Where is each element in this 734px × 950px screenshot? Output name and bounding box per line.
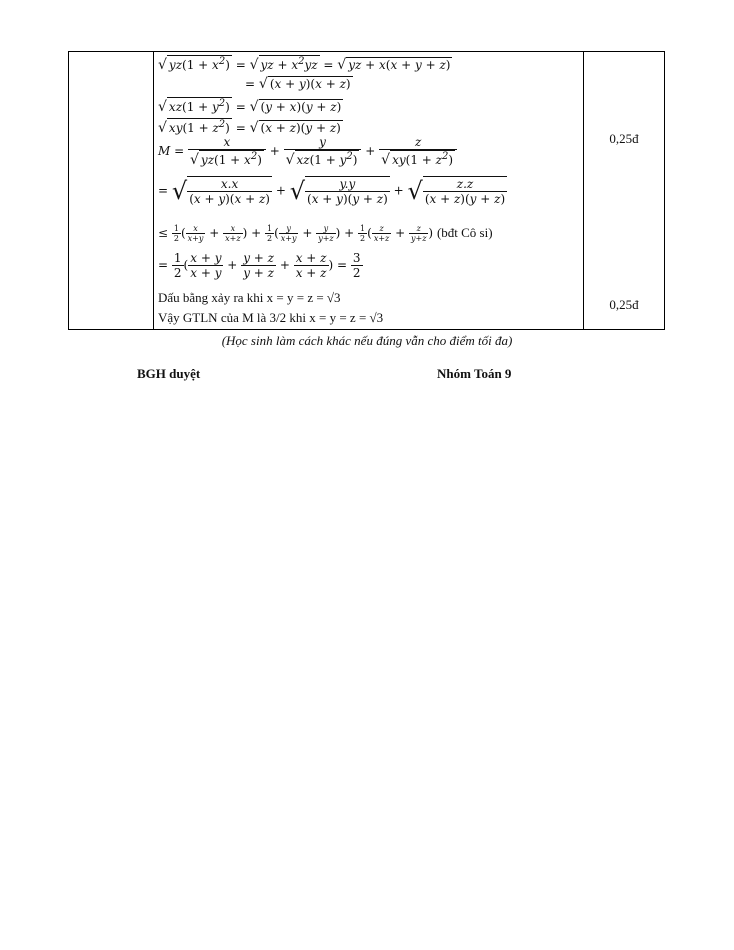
m-root-form: = √ $\frac{x.x}{(x + y)(x + z)}$ + √ $\frac{y.y}{(x + y)(y + z)}$ + √ $\frac{z.z}{(x + z)(y + z)}$	[158, 177, 506, 206]
equation-2: √ $xz(1 + y^2)$ = √ (y + x)(y + z)	[158, 98, 342, 115]
score-column	[583, 51, 665, 330]
question-column	[68, 51, 154, 330]
footnote: (Học sinh làm cách khác nếu đúng vẫn cho điểm tối đa)	[221, 333, 513, 348]
score-first: 0,25đ	[609, 131, 639, 146]
sum-result: = $\frac{1}{2}$ ( $\frac{x + y}{x + y}$ + $\frac{y + z}{y + z}$ + $\frac{x + z}{x + z}$ ) = $\frac{3}{2}$	[158, 251, 361, 280]
equality-condition: Dấu bằng xảy ra khi x = y = z = √3	[158, 290, 341, 305]
right-signature: Nhóm Toán 9	[437, 366, 512, 381]
conclusion: Vậy GTLN của M là 3/2 khi x = y = z = √3	[158, 310, 384, 325]
score-second: 0,25đ	[609, 297, 639, 312]
m-definition: M = $\frac{x}{√ yz(1 + x^2)}$ + $\frac{y}{√ xz(1 + y^2)}$ + $\frac{z}{√ xy(1 + z^2)}$	[158, 135, 457, 168]
equation-1: √ $yz(1 + x^2)$ = √ yz + $x^2yz$ = √ yz + x(x + y + z)	[158, 56, 451, 73]
left-signature: BGH duyệt	[137, 366, 201, 381]
equation-3: √ $xy(1 + z^2)$ = √ (x + z)(y + z)	[158, 119, 341, 136]
cauchy-inequality: ≤ $\frac{1}{2}$ ( $\frac{x}{x+y}$ + $\frac{x}{x+z}$ ) + $\frac{1}{2}$ ( $\frac{y}{x+y}$ + $\frac{y}{y+z}$ ) + $\frac{1}{2}$ ( $\frac{z}{x+z}$ + $\frac{z}{y+z}$ ) (bđt Cô si)	[158, 224, 493, 243]
inequality-note: (bđt Cô si)	[436, 225, 493, 240]
equation-1-continued: = √ (x + y)(x + z)	[245, 76, 351, 92]
